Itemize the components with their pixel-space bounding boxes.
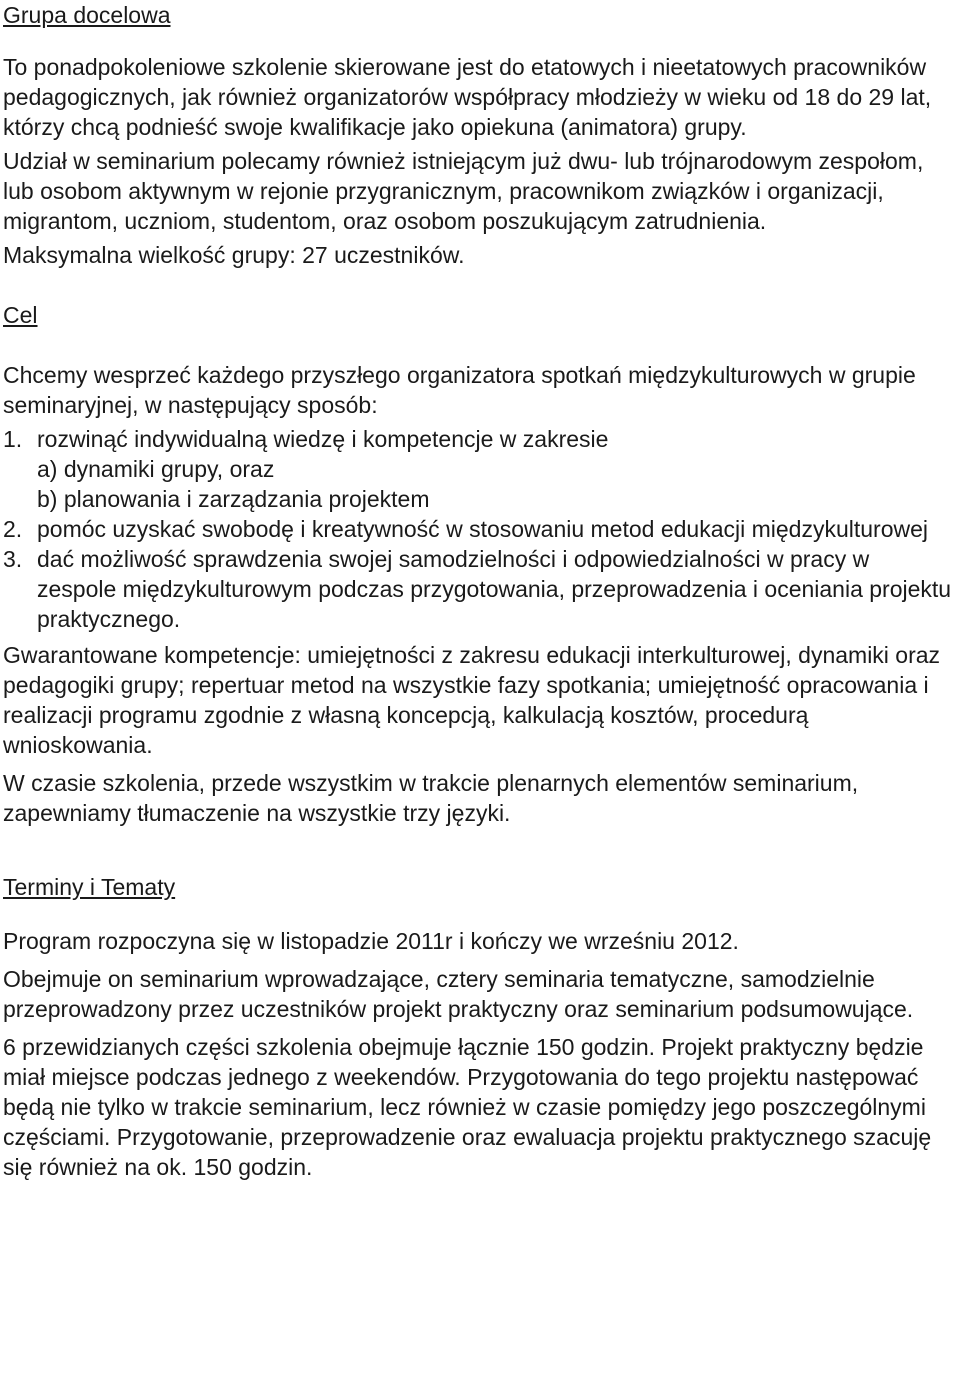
cel-list bbox=[3, 424, 953, 634]
paragraph-grupa-maks: Maksymalna wielkość grupy: 27 uczestników. bbox=[3, 242, 465, 268]
paragraph-terminy-godziny: 6 przewidzianych części szkolenia obejmuje łącznie 150 godzin. Projekt praktyczny będzie miał miejsce podczas jednego z weekendów. Przygotowania do tego projektu następować będą nie tylko w trakcie seminarium, lecz również w czasie pomiędzy jego poszczególnymi częściami. Przygotowanie, przeprowadzenie oraz ewaluacja projektu praktycznego szacuję się również na ok. 150 godzin. bbox=[3, 1034, 932, 1180]
section-heading-grupa: Grupa docelowa bbox=[3, 2, 171, 28]
paragraph-terminy-program: Program rozpoczyna się w listopadzie 2011r i kończy we wrześniu 2012. bbox=[3, 928, 739, 954]
list-subitem-a: a) dynamiki grupy, oraz bbox=[37, 456, 275, 482]
list-item bbox=[3, 424, 953, 514]
list-item-number: 3. bbox=[3, 546, 23, 572]
paragraph-grupa-intro: To ponadpokoleniowe szkolenie skierowane jest do etatowych i nieetatowych pracowników pedagogicznych, jak również organizatorów współpracy młodzieży w wieku od 18 do 29 lat, którzy chcą podnieść swoje kwalifikacje jako opiekuna (animatora) grupy. bbox=[3, 54, 932, 140]
list-item bbox=[3, 514, 953, 544]
list-item-text: rozwinąć indywidualną wiedzę i kompetencje w zakresie bbox=[37, 426, 609, 452]
paragraph-kompetencje: Gwarantowane kompetencje: umiejętności z zakresu edukacji interkulturowej, dynamiki oraz pedagogiki grupy; repertuar metod na wszystkie fazy spotkania; umiejętność opracowania i realizacji programu zgodnie z własną koncepcją, kalkulacją kosztów, procedurą wnioskowania. bbox=[3, 642, 941, 758]
document-page bbox=[3, 0, 953, 1182]
list-item-text: pomóc uzyskać swobodę i kreatywność w stosowaniu metod edukacji międzykulturowej bbox=[37, 516, 929, 542]
paragraph-cel-intro: Chcemy wesprzeć każdego przyszłego organizatora spotkań międzykulturowych w grupie seminaryjnej, w następujący sposób: bbox=[3, 362, 916, 418]
paragraph-tlumaczenie: W czasie szkolenia, przede wszystkim w trakcie plenarnych elementów seminarium, zapewniamy tłumaczenie na wszystkie trzy języki. bbox=[3, 770, 859, 826]
section-heading-terminy: Terminy i Tematy bbox=[3, 874, 176, 900]
section-heading-cel: Cel bbox=[3, 302, 38, 328]
list-item bbox=[3, 544, 953, 634]
list-subitem-b: b) planowania i zarządzania projektem bbox=[37, 486, 430, 512]
list-item-text: dać możliwość sprawdzenia swojej samodzielności i odpowiedzialności w pracy w zespole międzykulturowym podczas przygotowania, przeprowadzenia i oceniania projektu praktycznego. bbox=[37, 546, 952, 632]
paragraph-terminy-obejmuje: Obejmuje on seminarium wprowadzające, cztery seminaria tematyczne, samodzielnie przeprowadzony przez uczestników projekt praktyczny oraz seminarium podsumowujące. bbox=[3, 966, 914, 1022]
list-item-number: 1. bbox=[3, 426, 23, 452]
list-item-number: 2. bbox=[3, 516, 23, 542]
paragraph-grupa-udzial: Udział w seminarium polecamy również istniejącym już dwu- lub trójnarodowym zespołom, lub osobom aktywnym w rejonie przygranicznym, pracownikom związków i organizacji, migrantom, uczniom, studentom, oraz osobom poszukującym zatrudnienia. bbox=[3, 148, 924, 234]
